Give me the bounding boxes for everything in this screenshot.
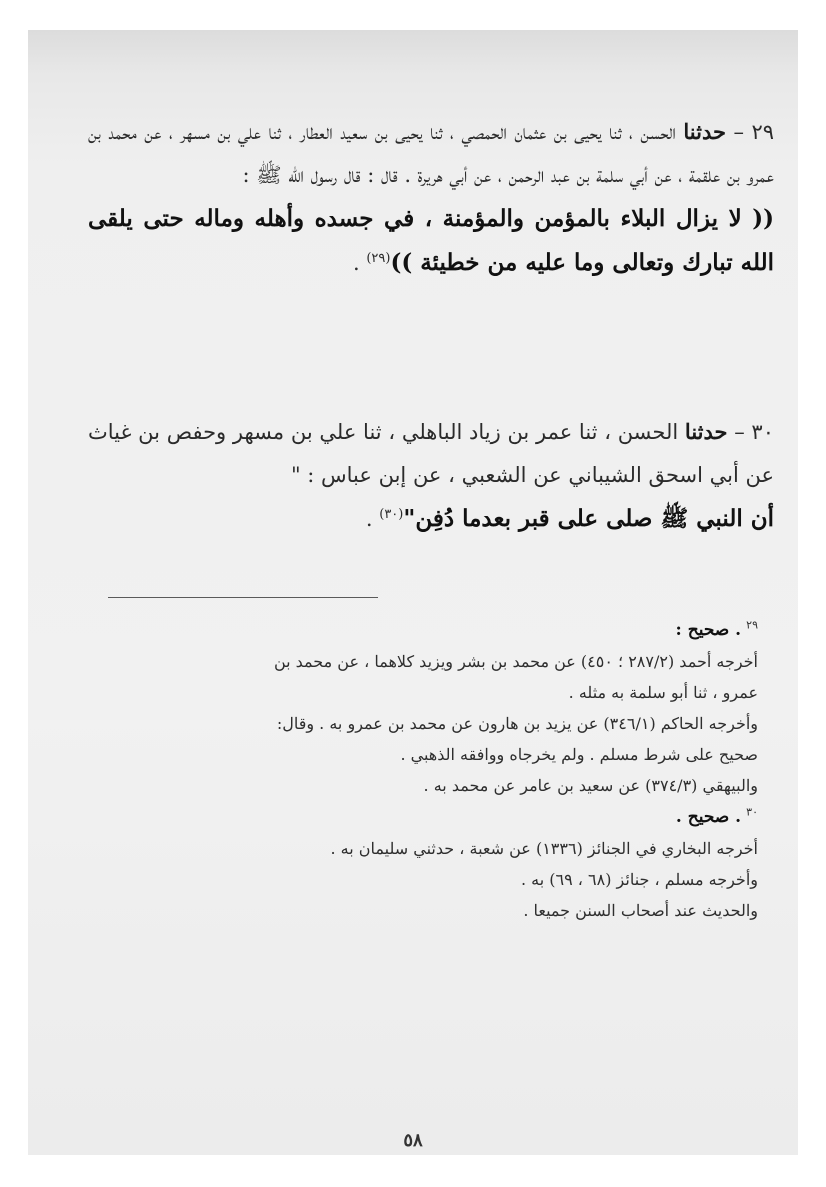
hadith-30 [88,410,774,541]
scanned-page [28,30,798,1155]
hadith-end: . [352,251,360,275]
footnote-marker: ٢٩ [746,618,758,632]
hadith-29 [88,110,774,285]
hadith-isnad: الحسن ، ثنا يحيى بن عثمان الحمصي ، ثنا يحيى بن سعيد العطار ، ثنا علي بن مسهر ، عن محمد بن عمرو بن علقمة ، عن أبي سلمة بن عبد الرحمن ، عن أبي هريرة . قال : قال رسول الله ﷺ : [88,120,774,187]
page-number: ٥٨ [403,1130,423,1151]
footnote-line: صحيح على شرط مسلم . ولم يخرجاه ووافقه الذهبي . [400,745,758,764]
footnotes [98,614,758,926]
footnote-line: والحديث عند أصحاب السنن جميعا . [523,901,758,920]
footnote-line: وأخرجه الحاكم (٣٤٦/١) عن يزيد بن هارون عن محمد بن عمرو به . وقال: [276,714,758,733]
hadith-matn: (( لا يزال البلاء بالمؤمن والمؤمنة ، في جسده وأهله وماله حتى يلقى الله تبارك وتعالى وما عليه من خطيئة )) [88,205,774,276]
footnote-line: والبيهقي (٣٧٤/٣) عن سعيد بن عامر عن محمد به . [423,776,758,795]
footnote-marker: ٣٠ [746,805,758,819]
footnote-line: أخرجه البخاري في الجنائز (١٣٣٦) عن شعبة ، حدثني سليمان به . [330,839,758,858]
footnote-29-heading [98,614,758,646]
hadith-keyword: حدثنا [684,419,728,444]
footnote-grade: . صحيح . [675,807,742,827]
hadith-number: ٣٠ – [734,420,774,444]
hadith-matn: أن النبي ﷺ صلى على قبر بعدما دُفِن" [403,505,774,532]
hadith-ref: (٣٠) [379,507,404,522]
footnote-line: أخرجه أحمد (٢٨٧/٢ ؛ ٤٥٠) عن محمد بن بشر ويزيد كلاهما ، عن محمد بن [273,652,758,671]
hadith-number: ٢٩ – [733,120,774,144]
hadith-end: . [365,507,373,531]
hadith-ref: (٢٩) [366,251,391,266]
footnote-grade: . صحيح : [675,620,742,640]
hadith-keyword: حدثنا [683,119,726,144]
hadith-isnad: الحسن ، ثنا عمر بن زياد الباهلي ، ثنا علي بن مسهر وحفص بن غياث عن أبي اسحق الشيباني عن الشعبي ، عن إبن عباس : " [88,420,774,487]
footnote-separator [108,597,378,598]
footnote-30-heading [98,801,758,833]
footnote-line: وأخرجه مسلم ، جنائز (٦٨ ، ٦٩) به . [520,870,758,889]
footnote-line: عمرو ، ثنا أبو سلمة به مثله . [568,683,758,702]
